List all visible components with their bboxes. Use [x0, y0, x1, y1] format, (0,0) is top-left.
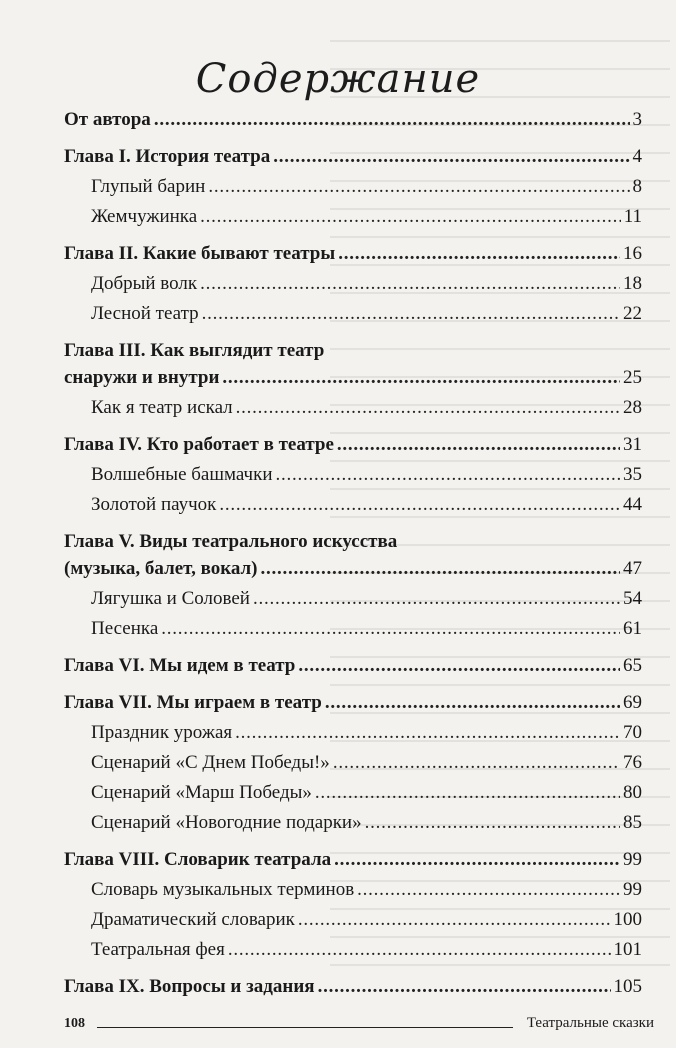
toc-dot-leader [261, 557, 620, 580]
toc-dot-leader [338, 242, 620, 265]
toc-dot-leader [273, 145, 629, 168]
running-book-title: Театральные сказки [526, 1015, 654, 1031]
toc-page-number: 85 [623, 812, 642, 833]
toc-story-entry [64, 463, 642, 486]
toc-entry-label: Глава IV. Кто работает в театре [64, 434, 334, 455]
toc-story-entry [64, 617, 642, 640]
toc-dot-leader [154, 108, 630, 131]
toc-dot-leader [235, 721, 620, 744]
toc-dot-leader [222, 366, 620, 389]
toc-entry-label: снаружи и внутри [64, 367, 220, 388]
toc-chapter-title-line1: Глава III. Как выглядит театр [64, 340, 325, 361]
toc-dot-leader [315, 781, 620, 804]
toc-story-entry [64, 396, 642, 419]
toc-dot-leader [365, 811, 620, 834]
toc-page-number: 99 [623, 879, 642, 900]
toc-entry-label: Словарь музыкальных терминов [91, 879, 355, 900]
toc-page-number: 11 [623, 206, 642, 227]
toc-page-number: 25 [623, 367, 642, 388]
toc-dot-leader [228, 938, 611, 961]
toc-row [64, 878, 642, 901]
toc-entry-label: Волшебные башмачки [91, 464, 273, 485]
toc-dot-leader [202, 302, 620, 325]
toc-story-entry [64, 175, 642, 198]
toc-row [64, 721, 642, 744]
toc-entry-label: Праздник урожая [91, 722, 233, 743]
toc-chapter-entry [64, 433, 642, 456]
toc-chapter-entry [64, 975, 642, 998]
toc-story-entry [64, 721, 642, 744]
toc-page-number: 16 [623, 243, 642, 264]
toc-row [64, 433, 642, 456]
toc-row [64, 975, 642, 998]
toc-page-number: 28 [623, 397, 642, 418]
toc-dot-leader [337, 433, 620, 456]
page-title: Содержание [195, 56, 481, 102]
toc-row [64, 587, 642, 610]
toc-dot-leader [200, 272, 620, 295]
toc-page-number: 80 [623, 782, 642, 803]
toc-entry-label: От автора [64, 109, 151, 130]
toc-chapter-entry [64, 339, 642, 389]
toc-story-entry [64, 493, 642, 516]
toc-row [64, 108, 642, 131]
toc-chapter-entry [64, 530, 642, 580]
toc-row [64, 848, 642, 871]
toc-row [64, 366, 642, 389]
toc-page-number: 22 [623, 303, 642, 324]
toc-story-entry [64, 302, 642, 325]
toc-row [64, 557, 642, 580]
footer-rule [97, 1027, 513, 1028]
toc-row [64, 272, 642, 295]
toc-dot-leader [161, 617, 620, 640]
toc-dot-leader [325, 691, 620, 714]
toc-entry-label: Лесной театр [91, 303, 199, 324]
toc-page-number: 69 [623, 692, 642, 713]
toc-page-number: 99 [623, 849, 642, 870]
toc-chapter-entry [64, 848, 642, 871]
toc-row [64, 617, 642, 640]
toc-page-number: 47 [623, 558, 642, 579]
toc-page-number: 44 [623, 494, 642, 515]
toc-entry-label: Глава VII. Мы играем в театр [64, 692, 322, 713]
toc-dot-leader [276, 463, 620, 486]
page-number: 108 [64, 1016, 85, 1031]
toc-row [64, 691, 642, 714]
toc-story-entry [64, 272, 642, 295]
toc-entry-label: Глава IX. Вопросы и задания [64, 976, 315, 997]
toc-page-number: 8 [632, 176, 642, 197]
toc-story-entry [64, 205, 642, 228]
toc-entry-label: Глава VIII. Словарик театрала [64, 849, 332, 870]
toc-row [64, 654, 642, 677]
toc-entry-label: Драматический словарик [91, 909, 295, 930]
toc-row [64, 175, 642, 198]
page-footer [64, 1008, 654, 1032]
toc-chapter-entry [64, 145, 642, 168]
toc-chapter-entry [64, 654, 642, 677]
toc-row [64, 493, 642, 516]
toc-row [64, 205, 642, 228]
toc-page-number: 4 [632, 146, 642, 167]
toc-dot-leader [253, 587, 620, 610]
toc-entry-label: Сценарий «Новогодние подарки» [91, 812, 362, 833]
toc-entry-label: Золотой паучок [91, 494, 217, 515]
toc-row [64, 242, 642, 265]
toc-story-entry [64, 908, 642, 931]
toc-page-number: 18 [623, 273, 642, 294]
toc-page-number: 100 [613, 909, 642, 930]
toc-page-number: 35 [623, 464, 642, 485]
toc-dot-leader [219, 493, 620, 516]
toc-entry-label: Сценарий «С Днем Победы!» [91, 752, 330, 773]
toc-row [64, 302, 642, 325]
toc-entry-label: Глава II. Какие бывают театры [64, 243, 336, 264]
toc-page-number: 61 [623, 618, 642, 639]
toc-entry-label: Добрый волк [91, 273, 198, 294]
toc-story-entry [64, 751, 642, 774]
toc-story-entry [64, 781, 642, 804]
toc-entry-label: Глава I. История театра [64, 146, 271, 167]
toc-page-number: 70 [623, 722, 642, 743]
toc-dot-leader [333, 751, 620, 774]
toc-entry-label: Лягушка и Соловей [91, 588, 250, 609]
toc-dot-leader [318, 975, 611, 998]
toc-row [64, 908, 642, 931]
toc-page-number: 3 [632, 109, 642, 130]
toc-row [64, 751, 642, 774]
toc-story-entry [64, 938, 642, 961]
toc-page-number: 31 [623, 434, 642, 455]
toc-chapter-entry [64, 691, 642, 714]
toc-chapter-entry [64, 108, 642, 131]
toc-entry-label: (музыка, балет, вокал) [64, 558, 258, 579]
toc-row [64, 396, 642, 419]
toc-row [64, 145, 642, 168]
toc-entry-label: Глупый барин [91, 176, 206, 197]
toc-row [64, 781, 642, 804]
toc-dot-leader [236, 396, 620, 419]
toc-entry-label: Песенка [91, 618, 159, 639]
toc-row [64, 938, 642, 961]
toc-story-entry [64, 878, 642, 901]
toc-dot-leader [208, 175, 629, 198]
toc-page-number: 76 [623, 752, 642, 773]
toc-dot-leader [357, 878, 620, 901]
toc-dot-leader [334, 848, 620, 871]
toc-dot-leader [200, 205, 621, 228]
toc-entry-label: Театральная фея [91, 939, 225, 960]
table-of-contents [64, 108, 642, 998]
toc-page-number: 54 [623, 588, 642, 609]
toc-row [64, 463, 642, 486]
toc-row [64, 811, 642, 834]
toc-chapter-entry [64, 242, 642, 265]
toc-story-entry [64, 587, 642, 610]
toc-story-entry [64, 811, 642, 834]
toc-page-number: 101 [613, 939, 642, 960]
toc-page-number: 105 [613, 976, 642, 997]
toc-dot-leader [298, 654, 620, 677]
toc-page-number: 65 [623, 655, 642, 676]
toc-entry-label: Жемчужинка [91, 206, 198, 227]
toc-entry-label: Глава VI. Мы идем в театр [64, 655, 296, 676]
toc-entry-label: Как я театр искал [91, 397, 233, 418]
toc-dot-leader [298, 908, 611, 931]
toc-entry-label: Сценарий «Марш Победы» [91, 782, 312, 803]
toc-chapter-title-line1: Глава V. Виды театрального искусства [64, 531, 398, 552]
